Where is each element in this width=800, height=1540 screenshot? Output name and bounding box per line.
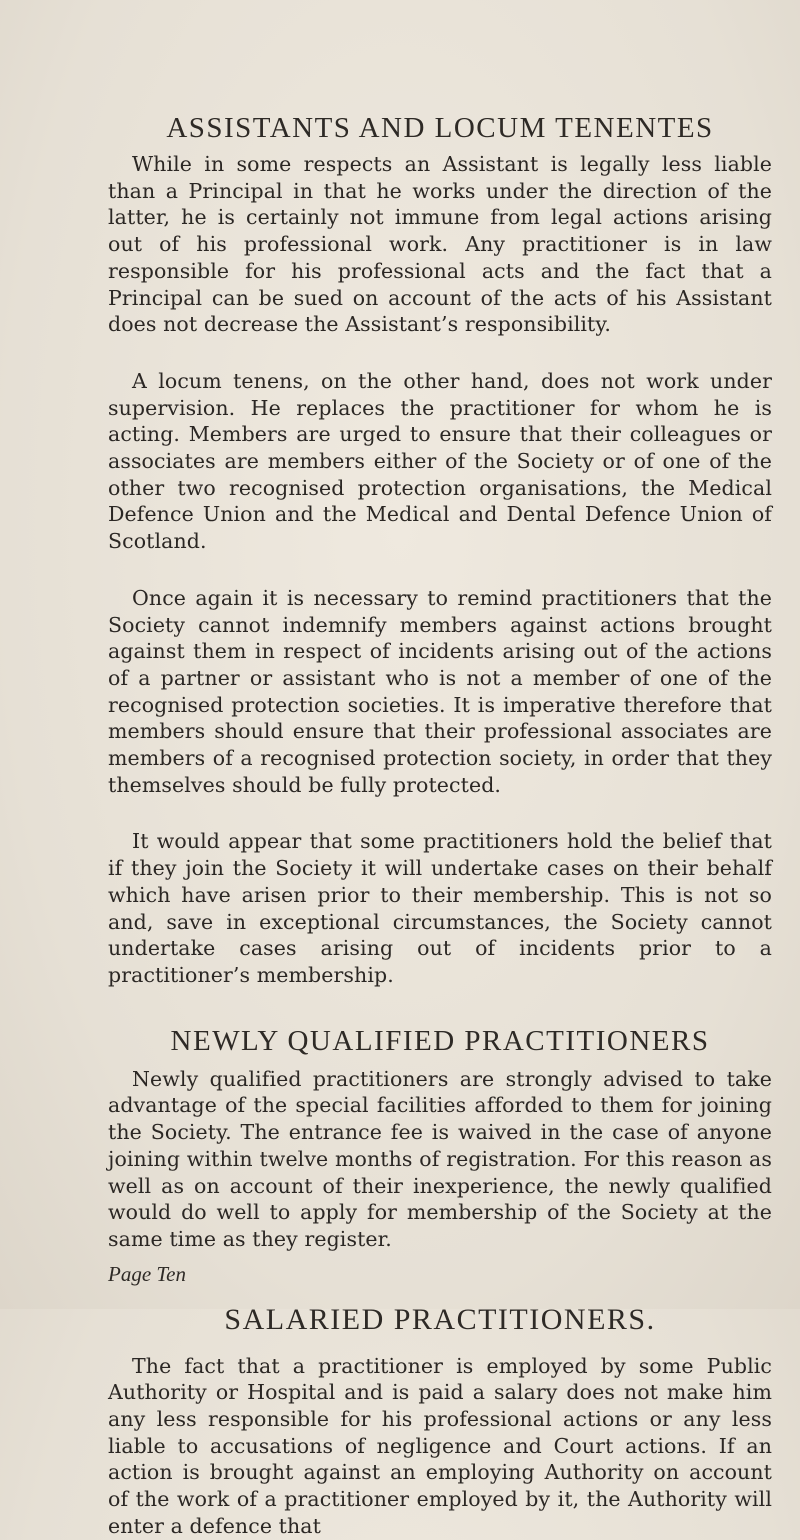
document-page — [108, 112, 772, 1540]
paragraph-prior-membership: It would appear that some practitioners hold the belief that if they join the Society it will undertake cases on their behalf which have arisen prior to their membership. This is not so and, save in exceptional circumstances, the Society cannot undertake cases arising out of incidents prior to a practitioner’s membership. — [108, 829, 772, 987]
paragraph-assistant-liability: While in some respects an Assistant is legally less liable than a Principal in that he works under the direction of the latter, he is certainly not immune from legal actions arising out of his professional work. Any practitioner is in law responsible for his professional acts and the fact that a Principal can be sued on account of the acts of his Assistant does not decrease the Assistant’s responsibility. — [108, 152, 772, 337]
paragraph-newly-qualified: Newly qualified practitioners are strongly advised to take advantage of the special facilities afforded to them for joining the Society. The entrance fee is waived in the case of anyone joining within twelve months of registration. For this reason as well as on account of their inexperience, the newly qualified would do well to apply for membership of the Society at the same time as they register. — [108, 1066, 772, 1251]
heading-assistants-and-locum-tenentes: ASSISTANTS AND LOCUM TENENTES — [166, 112, 714, 144]
paragraph-indemnify-reminder: Once again it is necessary to remind practitioners that the Society cannot indemnify members against actions brought against them in respect of incidents arising out of the actions of a partner or assistant who is not a member of one of the recognised protection societies. It is imperative therefore that members should ensure that their professional associates are members of a recognised protection society, in order that they themselves should be fully protected. — [108, 585, 772, 797]
paragraph-locum-tenens: A locum tenens, on the other hand, does not work under supervision. He replaces the practitioner for whom he is acting. Members are urged to ensure that their colleagues or associates are members either of the Society or of one of the other two recognised protection organisations, the Medical Defence Union and the Medical and Dental Defence Union of Scotland. — [108, 368, 772, 554]
heading-newly-qualified-practitioners: NEWLY QUALIFIED PRACTITIONERS — [170, 1024, 710, 1057]
page-number-footer: Page Ten — [108, 1262, 186, 1286]
paragraph-salaried: The fact that a practitioner is employed by some Public Authority or Hospital and is paid a salary does not make him any less responsible for his professional actions or any less liable to accusations of negligence and Court actions. If an action is brought against an employing Authority on account of the work of a practitioner employed by it, the Authority will enter a defence that — [108, 1353, 772, 1538]
heading-salaried-practitioners: SALARIED PRACTITIONERS. — [224, 1302, 656, 1336]
